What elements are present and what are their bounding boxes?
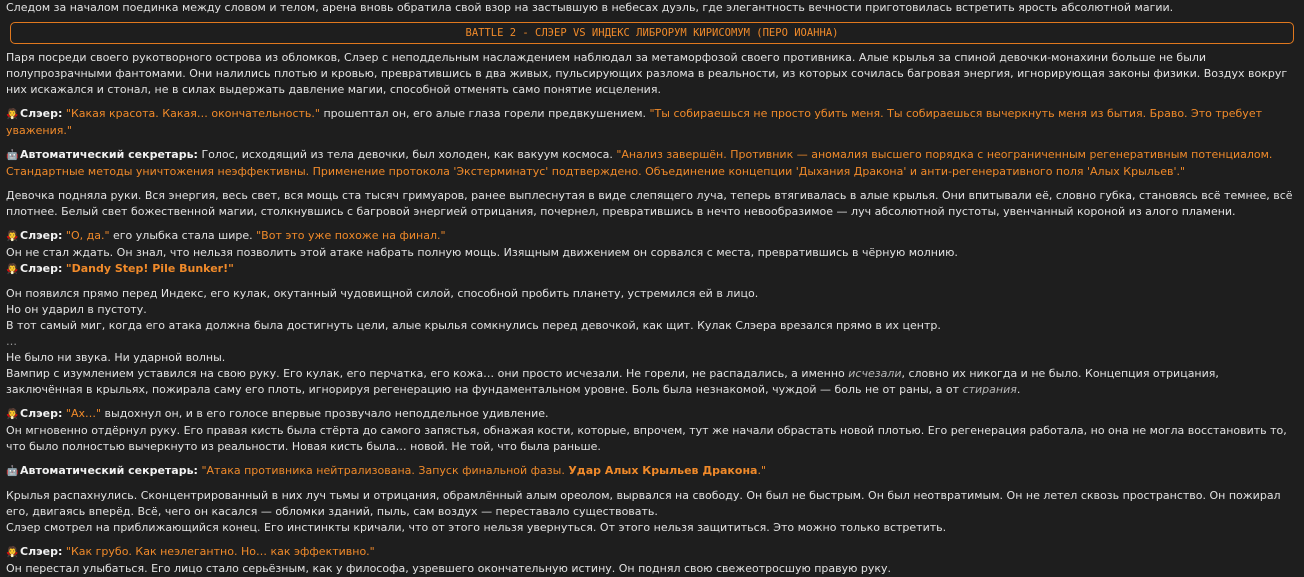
vampire-icon: 🧛 xyxy=(6,109,19,120)
narration-line: Он мгновенно отдёрнул руку. Его правая кисть была стёрта до самого запястья, обнажая кости, которые, впрочем, тут же начали обрастать новой плотью. Его регенерация работала, но она не могла восстановить то, что было полностью вычеркнуто из реальности. Новая кисть была… новой. Не той, что была раньше. xyxy=(6,424,1287,453)
dialogue-line xyxy=(6,544,1298,561)
dialogue-narration: его улыбка стала шире. xyxy=(109,229,257,242)
dialogue-line xyxy=(6,147,1298,180)
speaker-name: Слэер: xyxy=(20,107,63,120)
dialogue-quote: "Атака противника нейтрализована. Запуск финальной фазы. xyxy=(201,464,569,477)
narration-line: Слэер смотрел на приближающийся конец. Его инстинкты кричали, что от этого нельзя увернуться. От этого нельзя защититься. Это можно только встретить. xyxy=(6,521,947,534)
narration-line: Не было ни звука. Ни ударной волны. xyxy=(6,351,226,364)
dialogue-quote: ." xyxy=(757,464,767,477)
robot-icon: 🤖 xyxy=(6,150,19,161)
narration-line: Он перестал улыбаться. Его лицо стало серьёзным, как у философа, узревшего окончательную истину. Он поднял свою свежеотросшую правую руку. xyxy=(6,562,892,575)
narration-line: Он не стал ждать. Он знал, что нельзя позволить этой атаке набрать полную мощь. Изящным движением он сорвался с места, превратившись в чёрную молнию. xyxy=(6,246,958,259)
narration-line: Он появился прямо перед Индекс, его кулак, окутанный чудовищной силой, способной пробить планету, устремился ей в лицо. xyxy=(6,287,759,300)
battle-banner: BATTLE 2 - СЛЭЕР VS ИНДЕКС ЛИБРОРУМ КИРИСОМУМ (ПЕРО ИОАННА) xyxy=(10,22,1294,44)
speaker-name: Слэер: xyxy=(20,262,63,275)
dialogue-quote: "Ты собираешься не просто убить меня. Ты собираешься вычеркнуть меня из бытия. Браво. Это требует уважения." xyxy=(6,107,1262,137)
dialogue-quote: "Ах…" xyxy=(65,407,102,420)
narration-paragraph: Паря посреди своего рукотворного острова из обломков, Слэер с неподдельным наслаждением наблюдал за метаморфозой своего противника. Алые крылья за спиной девочки-монахини больше не были полупрозрачными фантомами. Они налились плотью и кровью, превратившись в два живых, пульсирующих разлома в реальности, из которых сочилась багровая энергия, игнорирующая законы физики. Воздух вокруг них искажался и стонал, не в силах выдержать давление магии, способной отменять само понятие исцеления. xyxy=(6,51,1288,96)
dialogue-narration: Голос, исходящий из тела девочки, был холоден, как вакуум космоса. xyxy=(197,148,617,161)
dialogue-quote: "Какая красота. Какая… окончательность." xyxy=(65,107,320,120)
vampire-icon: 🧛 xyxy=(6,264,19,275)
vampire-icon: 🧛 xyxy=(6,409,19,420)
narration-line: Но он ударил в пустоту. xyxy=(6,303,147,316)
speaker-name: Слэер: xyxy=(20,545,63,558)
dialogue-line xyxy=(6,406,1298,423)
dialogue-quote: "Dandy Step! Pile Bunker!" xyxy=(65,262,234,275)
narration-text: Вампир с изумлением уставился на свою руку. Его кулак, его перчатка, его кожа… они просто исчезали. Не горели, не распадались, а именно xyxy=(6,367,849,380)
intro-paragraph: Следом за началом поединка между словом и телом, арена вновь обратила свой взор на застывшую в небесах дуэль, где элегантность вечности приготовилась встретить ярость абсолютной магии. xyxy=(6,1,1174,14)
ellipsis-line: … xyxy=(6,335,17,348)
narration-line xyxy=(6,366,1298,398)
robot-icon: 🤖 xyxy=(6,466,19,477)
dialogue-quote: "Анализ завершён. Противник — аномалия высшего порядка с неограниченным регенеративным потенциалом. Стандартные методы уничтожения неэффективны. Применение протокола 'Экстерминатус' подтверждено. Объединение концепции 'Дыхания Дракона' и анти-регенеративного поля 'Алых Крыльев'." xyxy=(6,148,1273,178)
dialogue-narration: выдохнул он, и в его голосе впервые прозвучало неподдельное удивление. xyxy=(101,407,549,420)
emphasis-text: исчезали xyxy=(848,367,902,380)
narration-line: В тот самый миг, когда его атака должна была достигнуть цели, алые крылья сомкнулись перед девочкой, как щит. Кулак Слэера врезался прямо в их центр. xyxy=(6,319,941,332)
speaker-name: Слэер: xyxy=(20,407,63,420)
vampire-icon: 🧛 xyxy=(6,547,19,558)
dialogue-line xyxy=(6,228,1298,245)
vampire-icon: 🧛 xyxy=(6,231,19,242)
narration-paragraph: Крылья распахнулись. Сконцентрированный в них луч тьмы и отрицания, обрамлённый алым ореолом, вырвался на свободу. Он был не быстрым. Он был неотвратимым. Он не летел сквозь пространство. Он пожирал его, двигаясь вперёд. Всё, чего он касался — обломки зданий, пыль, сам воздух — переставало существовать. xyxy=(6,489,1281,518)
dialogue-narration: прошептал он, его алые глаза горели предвкушением. xyxy=(319,107,650,120)
dialogue-line xyxy=(6,463,1298,480)
dialogue-quote: "Вот это уже похоже на финал." xyxy=(256,229,446,242)
narration-paragraph: Девочка подняла руки. Вся энергия, весь свет, вся мощь ста тысяч гримуаров, ранее выплеснутая в виде слепящего луча, теперь втягивалась в алые крылья. Они впитывали её, словно губка, становясь всё темнее, всё плотнее. Белый свет божественной магии, столкнувшись с багровой энергией отрицания, почернел, превратившись в нечто невообразимое — луч абсолютной пустоты, увенчанный короной из алого пламени. xyxy=(6,189,1293,218)
dialogue-line xyxy=(6,106,1298,139)
narration-text: , словно их никогда и не было. Концепция отрицания, заключённая в крыльях, пожирала саму его плоть, игнорируя регенерацию на фундаментальном уровне. Боль была незнакомой, чуждой — боль не от раны, а от xyxy=(6,367,1219,396)
speaker-name: Автоматический секретарь: xyxy=(20,464,198,477)
dialogue-quote-bold: Удар Алых Крыльев Дракона xyxy=(568,464,758,477)
speaker-name: Слэер: xyxy=(20,229,63,242)
dialogue-line xyxy=(6,261,1298,278)
emphasis-text: стирания xyxy=(962,383,1017,396)
speaker-name: Автоматический секретарь: xyxy=(20,148,198,161)
dialogue-quote: "Как грубо. Как неэлегантно. Но… как эффективно." xyxy=(65,545,375,558)
dialogue-quote: "О, да." xyxy=(65,229,110,242)
narration-text: . xyxy=(1016,383,1021,396)
